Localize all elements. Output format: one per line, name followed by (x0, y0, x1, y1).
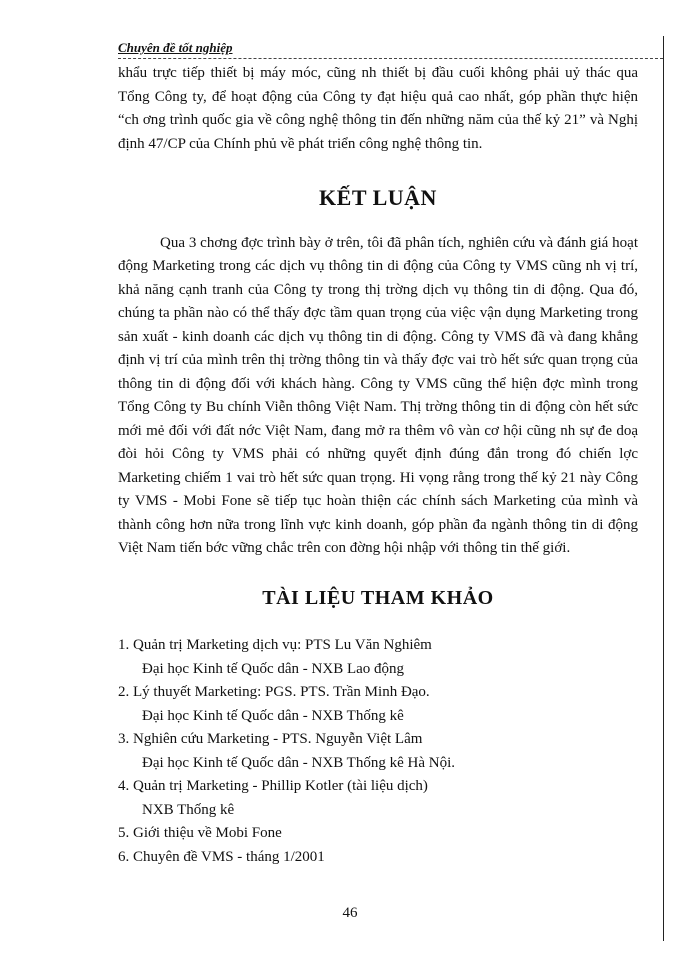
header-text: Chuyên đề tốt nghiệp (118, 40, 233, 55)
reference-publisher: Đại học Kinh tế Quốc dân - NXB Thống kê Hà Nội. (142, 754, 455, 771)
reference-item (118, 846, 638, 870)
reference-item (118, 775, 638, 822)
page-border-right (663, 36, 664, 941)
references-list (118, 634, 638, 869)
page-content (118, 62, 638, 869)
page-number: 46 (342, 905, 358, 921)
reference-title: 6. Chuyên đề VMS - tháng 1/2001 (118, 848, 325, 865)
conclusion-title: KẾT LUẬN (319, 185, 437, 210)
reference-publisher: Đại học Kinh tế Quốc dân - NXB Lao động (142, 660, 405, 677)
reference-item (118, 728, 638, 775)
reference-publisher: Đại học Kinh tế Quốc dân - NXB Thống kê (142, 707, 404, 724)
conclusion-paragraph: Qua 3 chơng đợc trình bày ở trên, tôi đã phân tích, nghiên cứu và đánh giá hoạt động Marketing trong các dịch vụ thông tin di động của Công ty VMS cũng nh vị trí, khả năng cạnh tranh của Công ty trong thị trờng dịch vụ thông tin di động. Qua đó, chúng ta phần nào có thể thấy đợc tầm quan trọng của việc vận dụng Marketing trong sản xuất - kinh doanh các dịch vụ thông tin di động. Công ty VMS đã và đang khẳng định vị trí của mình trên thị trờng thông tin và thấy đợc vai trò hết sức quan trọng của thông tin di động đối với khách hàng. Công ty VMS cũng thể hiện đợc mình trong Tổng Công ty Bu chính Viễn thông Việt Nam. Thị trờng thông tin di động còn hết sức mới mẻ đối với đất nớc Việt Nam, đang mở ra thêm vô vàn cơ hội cũng nh sự đe doạ đòi hỏi Công ty VMS phải có những quyết định đúng đắn trong đó chiến lợc Marketing chiếm 1 vai trò hết sức quan trọng. Hi vọng rằng trong thế kỷ 21 này Công ty VMS - Mobi Fone sẽ tiếp tục hoàn thiện các chính sách Marketing của mình và thành công hơn nữa trong lĩnh vực kinh doanh, góp phần đa ngành thông tin di động Việt Nam tiến bớc vững chắc trên con đờng hội nhập với thông tin thế giới. (118, 234, 638, 556)
reference-item (118, 822, 638, 846)
intro-paragraph: khẩu trực tiếp thiết bị máy móc, cũng nh thiết bị đầu cuối không phải uỷ thác qua Tổng Công ty, để hoạt động của Công ty đạt hiệu quả cao nhất, góp phần thực hiện “ch ơng trình quốc gia về công nghệ thông tin đến những năm của thế kỷ 21” và Nghị định 47/CP của Chính phủ về phát triển công nghệ thông tin. (118, 65, 638, 152)
references-title: TÀI LIỆU THAM KHẢO (262, 586, 494, 609)
reference-title: 4. Quản trị Marketing - Phillip Kotler (tài liệu dịch) (118, 778, 428, 794)
page-header (118, 36, 663, 59)
reference-item (118, 681, 638, 728)
reference-title: 3. Nghiên cứu Marketing - PTS. Nguyễn Việt Lâm (118, 731, 423, 747)
reference-item (118, 634, 638, 681)
reference-title: 5. Giới thiệu về Mobi Fone (118, 825, 282, 841)
reference-publisher: NXB Thống kê (142, 801, 235, 818)
reference-title: 2. Lý thuyết Marketing: PGS. PTS. Trần Minh Đạo. (118, 684, 430, 700)
reference-title: 1. Quản trị Marketing dịch vụ: PTS Lu Văn Nghiêm (118, 637, 432, 653)
